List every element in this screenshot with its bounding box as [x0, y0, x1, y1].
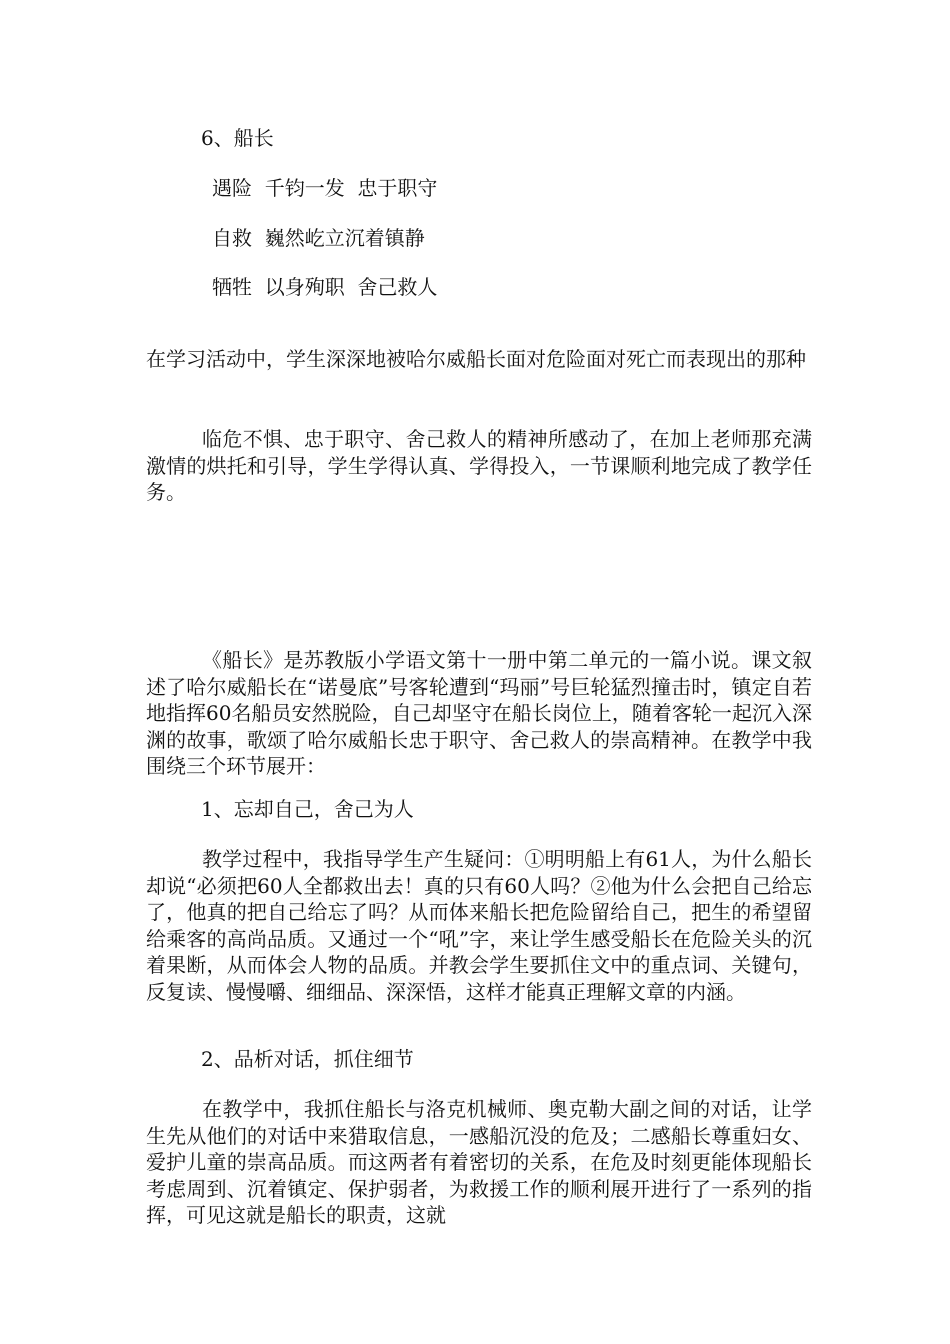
outline-row-danger: 遇险 千钧一发 忠于职守 [212, 176, 438, 200]
section-1-body: 教学过程中，我指导学生产生疑问：①明明船上有61人，为什么船长却说“必须把60人全都救出去！真的只有60人吗？②他为什么会把自己给忘了，他真的把自己给忘了吗？从而体来船长把危险留给自己，把生的希望留给乘客的高尚品质。又通过一个“吼”字，来让学生感受船长在危险关头的沉着果断，从而体会人物的品质。并教会学生要抓住文中的重点词、关键句，反复读、慢慢嚼、细细品、深深悟，这样才能真正理解文章的内涵。 [146, 847, 812, 1004]
essay-intro-paragraph: 《船长》是苏教版小学语文第十一册中第二单元的一篇小说。课文叙述了哈尔威船长在“诺曼底”号客轮遭到“玛丽”号巨轮猛烈撞击时，镇定自若地指挥60名船员安然脱险，自己却坚守在船长岗位上，随着客轮一起沉入深渊的故事，歌颂了哈尔威船长忠于职守、舍己救人的崇高精神。在教学中我围绕三个环节展开： [146, 648, 812, 778]
section-1-title: 1、忘却自己，舍己为人 [201, 797, 414, 821]
reflection-paragraph-2: 临危不惧、忠于职守、舍己救人的精神所感动了，在加上老师那充满激情的烘托和引导，学生学得认真、学得投入，一节课顺利地完成了教学任务。 [146, 427, 812, 504]
outline-row-rescue: 自救 巍然屹立沉着镇静 [212, 226, 425, 250]
section-2-body: 在教学中，我抓住船长与洛克机械师、奥克勒大副之间的对话，让学生先从他们的对话中来猎取信息，一感船沉没的危及；二感船长尊重妇女、爱护儿童的崇高品质。而这两者有着密切的关系，在危及时刻更能体现船长考虑周到、沉着镇定、保护弱者，为救援工作的顺利展开进行了一系列的指挥，可见这就是船长的职责，这就 [146, 1097, 812, 1227]
section-2-title: 2、品析对话，抓住细节 [201, 1047, 414, 1071]
outline-heading: 6、船长 [201, 126, 274, 150]
outline-row-sacrifice: 牺牲 以身殉职 舍己救人 [212, 275, 438, 299]
reflection-paragraph-1: 在学习活动中，学生深深地被哈尔威船长面对危险面对死亡而表现出的那种 [146, 347, 806, 371]
